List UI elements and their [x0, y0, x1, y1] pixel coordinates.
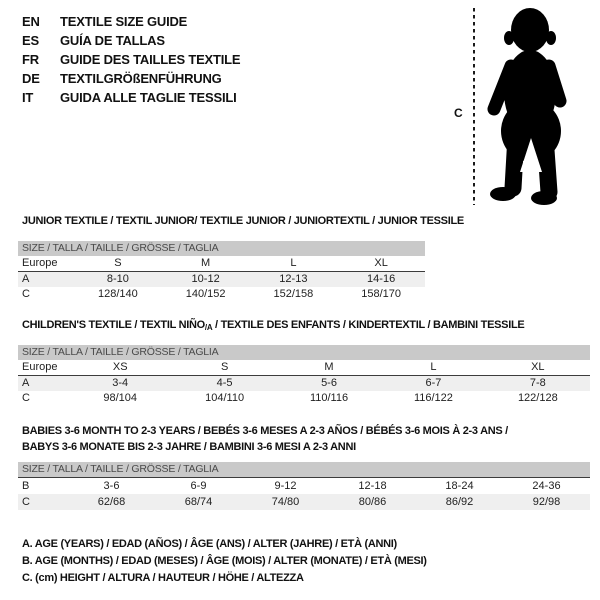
size-header-bar: SIZE / TALLA / TAILLE / GRÖSSE / TAGLIA — [18, 462, 590, 478]
height-cell: 110/116 — [309, 392, 349, 404]
size-cell: M — [324, 361, 334, 373]
age-cell: 14-16 — [367, 273, 396, 285]
size-cell: M — [201, 257, 211, 269]
age-cell: 7-8 — [529, 377, 546, 389]
age-cell: 12-13 — [279, 273, 308, 285]
baby-silhouette-icon — [450, 4, 595, 214]
height-cell: 68/74 — [184, 496, 213, 508]
age-cell: 6-7 — [425, 377, 442, 389]
language-row-es — [22, 31, 240, 50]
height-cell: 86/92 — [445, 496, 474, 508]
age-cell: 10-12 — [191, 273, 220, 285]
language-code: IT — [22, 90, 34, 105]
children-title-post: / TEXTILE DES ENFANTS / KINDERTEXTIL / BAMBINI TESSILE — [212, 319, 525, 331]
height-cell: 92/98 — [532, 496, 561, 508]
junior-size-table — [18, 241, 425, 302]
children-title-pre: CHILDREN'S TEXTILE / TEXTIL NIÑO — [22, 319, 205, 331]
height-cell: 158/170 — [361, 288, 401, 300]
height-cell: 104/110 — [205, 392, 245, 404]
babies-size-table — [18, 462, 590, 510]
guide-title-it: GUIDA ALLE TAGLIE TESSILI — [60, 90, 237, 105]
height-measure-label: C — [454, 106, 463, 120]
height-cell: 116/122 — [413, 392, 453, 404]
height-figure — [450, 4, 595, 214]
table-row-age — [18, 376, 590, 391]
table-row-europe — [18, 256, 425, 272]
size-header-bar: SIZE / TALLA / TAILLE / GRÖSSE / TAGLIA — [18, 345, 590, 360]
height-cell: 80/86 — [358, 496, 387, 508]
table-row-months — [18, 478, 590, 494]
row-label: A — [22, 377, 30, 389]
children-size-table — [18, 345, 590, 406]
size-cell: XL — [374, 257, 388, 269]
guide-title-en: TEXTILE SIZE GUIDE — [60, 14, 188, 29]
height-cell: 62/68 — [97, 496, 126, 508]
row-label: C — [22, 496, 30, 508]
children-table-title — [22, 319, 524, 332]
size-cell: L — [430, 361, 437, 373]
height-cell: 74/80 — [271, 496, 300, 508]
legend-age-years: A. AGE (YEARS) / EDAD (AÑOS) / ÂGE (ANS) / ALTER (JAHRE) / ETÀ (ANNI) — [22, 538, 397, 550]
babies-title-line2: BABYS 3-6 MONATE BIS 2-3 JAHRE / BAMBINI 3-6 MESI A 2-3 ANNI — [22, 441, 356, 453]
language-row-de — [22, 69, 240, 88]
size-cell: XS — [112, 361, 128, 373]
size-cell: S — [220, 361, 229, 373]
children-title-sub: /A — [204, 323, 213, 332]
table-row-height — [18, 391, 590, 406]
size-cell: XL — [531, 361, 545, 373]
months-cell: 24-36 — [532, 480, 561, 492]
language-code: ES — [22, 33, 39, 48]
table-row-europe — [18, 360, 590, 376]
row-label: Europe — [22, 361, 58, 373]
height-cell: 98/104 — [103, 392, 138, 404]
language-code: DE — [22, 71, 40, 86]
row-label: B — [22, 480, 30, 492]
size-cell: L — [290, 257, 297, 269]
months-cell: 18-24 — [445, 480, 474, 492]
months-cell: 3-6 — [103, 480, 120, 492]
babies-title-line1: BABIES 3-6 MONTH TO 2-3 YEARS / BEBÉS 3-6 MESES A 2-3 AÑOS / BÉBÉS 3-6 MOIS À 2-3 ANS / — [22, 425, 508, 437]
language-code: FR — [22, 52, 39, 67]
baby-silhouette — [490, 8, 561, 205]
language-code: EN — [22, 14, 40, 29]
age-cell: 4-5 — [216, 377, 233, 389]
months-cell: 12-18 — [358, 480, 387, 492]
size-header-bar: SIZE / TALLA / TAILLE / GRÖSSE / TAGLIA — [18, 241, 425, 256]
height-cell: 140/152 — [185, 288, 226, 300]
height-cell: 122/128 — [517, 392, 558, 404]
row-label: Europe — [22, 257, 58, 269]
table-row-height — [18, 494, 590, 510]
row-label: C — [22, 288, 30, 300]
height-cell: 128/140 — [97, 288, 138, 300]
row-label: C — [22, 392, 30, 404]
language-row-it — [22, 88, 240, 107]
babies-table-title — [22, 423, 508, 455]
table-row-height — [18, 287, 425, 302]
months-cell: 9-12 — [274, 480, 297, 492]
size-cell: S — [114, 257, 122, 269]
age-cell: 3-4 — [112, 377, 129, 389]
legend — [22, 536, 427, 587]
table-row-age — [18, 272, 425, 287]
language-row-fr — [22, 50, 240, 69]
months-cell: 6-9 — [190, 480, 207, 492]
guide-title-es: GUÍA DE TALLAS — [60, 33, 165, 48]
legend-age-months: B. AGE (MONTHS) / EDAD (MESES) / ÂGE (MOIS) / ALTER (MONATE) / ETÀ (MESI) — [22, 555, 427, 567]
row-label: A — [22, 273, 30, 285]
legend-height: C. (cm) HEIGHT / ALTURA / HAUTEUR / HÖHE / ALTEZZA — [22, 572, 304, 584]
age-cell: 5-6 — [321, 377, 337, 389]
age-cell: 8-10 — [106, 273, 129, 285]
guide-title-fr: GUIDE DES TAILLES TEXTILE — [60, 52, 241, 67]
guide-title-de: TEXTILGRÖßENFÜHRUNG — [60, 71, 222, 86]
height-cell: 152/158 — [273, 288, 314, 300]
junior-table-title: JUNIOR TEXTILE / TEXTIL JUNIOR/ TEXTILE JUNIOR / JUNIORTEXTIL / JUNIOR TESSILE — [22, 215, 464, 227]
language-title-list — [22, 12, 240, 107]
language-row-en — [22, 12, 240, 31]
